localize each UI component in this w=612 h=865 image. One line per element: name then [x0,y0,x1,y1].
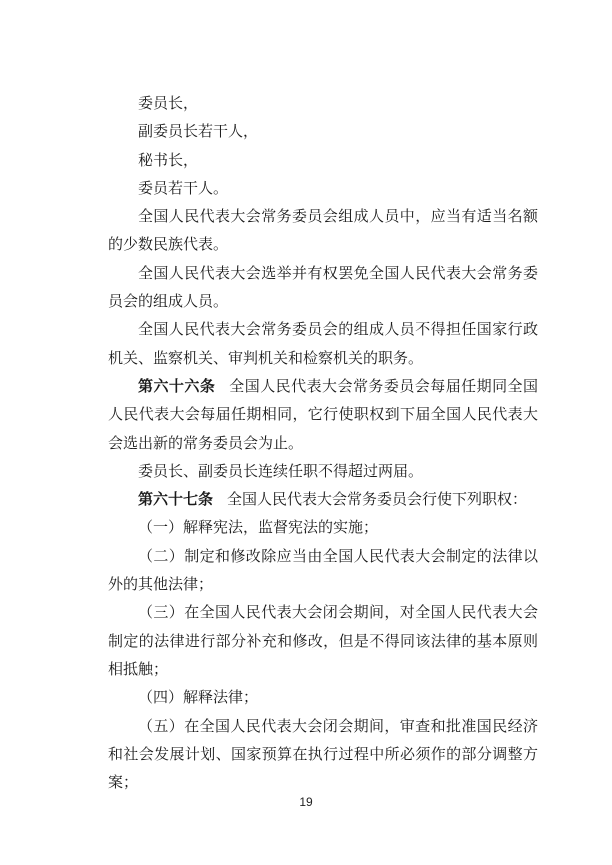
article-66 [108,372,538,457]
page-number: 19 [299,795,313,809]
article-67 [108,485,538,513]
paragraph-minority-representation: 全国人民代表大会常务委员会组成人员中，应当有适当名额的少数民族代表。 [108,207,538,254]
paragraph-election-recall: 全国人民代表大会选举并有权罢免全国人民代表大会常务委员会的组成人员。 [108,263,538,311]
paragraph-no-other-posts: 全国人民代表大会常务委员会的组成人员不得担任国家行政机关、监察机关、审判机关和检察机关的职务。 [108,320,538,367]
article-67-item-2: （二）制定和修改除应当由全国人民代表大会制定的法律以外的其他法律； [108,546,538,594]
article-66-label: 第六十六条 [138,376,216,395]
article-67-item-3: （三）在全国人民代表大会闭会期间，对全国人民代表大会制定的法律进行部分补充和修改，但是不得同该法律的基本原则相抵触； [108,603,538,678]
article-67-item-4: （四）解释法律； [138,688,259,707]
article-67-item-1: （一）解释宪法，监督宪法的实施； [138,518,379,537]
article-67-text: 全国人民代表大会常务委员会行使下列职权： [227,490,528,509]
article-66-term-limit: 委员长、副委员长连续任职不得超过两届。 [138,461,424,480]
article-66-text: 全国人民代表大会常务委员会每届任期同全国人民代表大会每届任期相同，它行使职权到下届全国人民代表大会选出新的常务委员会为止。 [108,376,538,452]
member-line-chairman: 委员长， [138,94,199,112]
article-67-label: 第六十七条 [138,490,214,509]
member-line-members: 委员若干人。 [138,178,229,197]
member-line-vice-chairmen: 副委员长若干人， [138,122,259,141]
article-67-item-5: （五）在全国人民代表大会闭会期间，审查和批准国民经济和社会发展计划、国家预算在执行过程中所必须作的部分调整方案； [108,716,538,792]
document-body [108,89,538,796]
member-line-secretary-general: 秘书长， [138,150,199,169]
